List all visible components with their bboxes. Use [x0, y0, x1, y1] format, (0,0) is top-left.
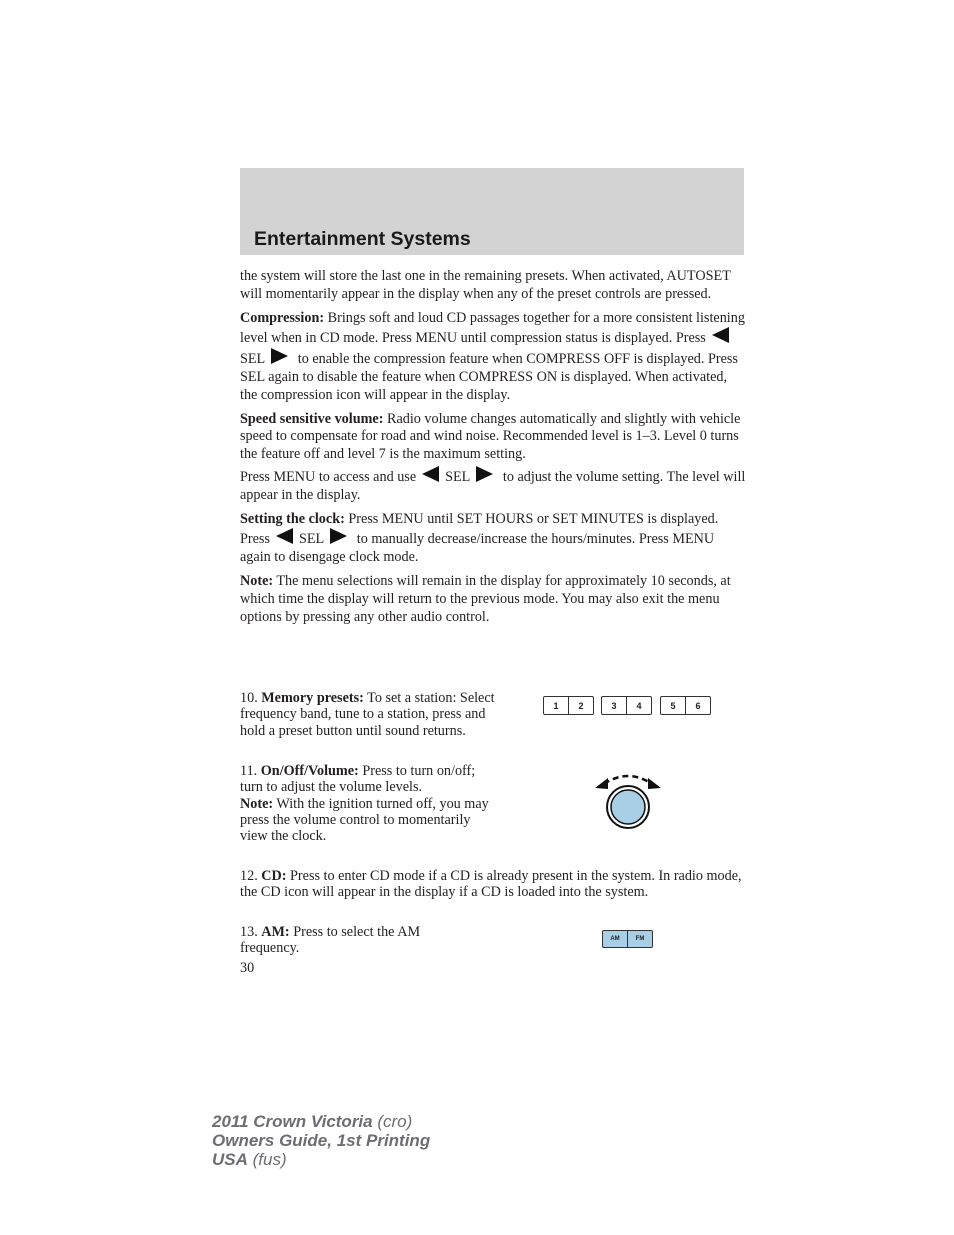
paragraph-autoset: the system will store the last one in the remaining presets. When activated, AUTOSET will momentarily appear in the display when any of the preset controls are pressed.	[240, 268, 731, 302]
note-label: Note:	[240, 572, 274, 589]
body-text	[240, 268, 746, 632]
item-am	[240, 924, 480, 957]
footer-market-code: (fus)	[252, 1150, 287, 1169]
footer-line-3	[212, 1150, 430, 1169]
onoff-note-text: With the ignition turned off, you may press the volume control to momentarily view the clock.	[240, 795, 489, 845]
sel-label: SEL	[445, 468, 471, 485]
paragraph-compression	[240, 310, 746, 405]
preset-button-1[interactable]: 1	[553, 700, 559, 711]
preset-button-3[interactable]: 3	[611, 700, 617, 711]
preset-group-2	[601, 696, 652, 715]
preset-group-3	[660, 696, 711, 715]
compression-text-b: to enable the compression feature when COMPRESS OFF is displayed. Press SEL again to disable the feature when COMPRESS ON is displayed. When activated, the compression icon will appear in the display.	[240, 351, 738, 403]
item-on-off-volume	[240, 763, 496, 844]
clock-text-b: to manually decrease/increase the hours/minutes. Press MENU again to disengage clock mode.	[240, 531, 715, 566]
section-title: Entertainment Systems	[254, 228, 471, 250]
section-header	[240, 168, 744, 255]
clock-text-a: Press MENU until SET HOURS or SET MINUTES is displayed. Press	[240, 510, 719, 548]
press-menu-text-b: to adjust the volume setting. The level will appear in the display.	[240, 468, 746, 503]
item-number: 12.	[240, 868, 258, 884]
preset-button-4[interactable]: 4	[626, 697, 651, 714]
cd-label: CD:	[261, 868, 287, 884]
item-cd	[240, 868, 746, 901]
press-menu-text-a: Press MENU to access and use	[240, 468, 417, 485]
footer-line-1	[212, 1112, 430, 1131]
paragraph-press-menu	[240, 466, 746, 505]
paragraph-speed-volume	[240, 411, 746, 464]
onoff-text: Press to turn on/off; turn to adjust the volume levels.	[240, 763, 476, 796]
compression-text-a: Brings soft and loud CD passages together for a more consistent listening level when in CD mode. Press MENU until compression status is displayed. Press	[240, 309, 745, 347]
item-memory-presets	[240, 690, 500, 739]
am-text: Press to select the AM frequency.	[240, 924, 421, 957]
preset-button-6[interactable]: 6	[685, 697, 710, 714]
page-number: 30	[240, 960, 255, 976]
preset-button-2[interactable]: 2	[568, 697, 593, 714]
memory-label: Memory presets:	[261, 690, 364, 706]
item-number: 10.	[240, 690, 258, 706]
paragraph-note	[240, 573, 746, 626]
speed-label: Speed sensitive volume:	[240, 410, 384, 427]
paragraph-clock	[240, 511, 746, 567]
cd-text: Press to enter CD mode if a CD is already present in the system. In radio mode, the CD icon will appear in the display if a CD is loaded into the system.	[240, 868, 742, 901]
memory-text: To set a station: Select frequency band, tune to a station, press and hold a preset button until sound returns.	[240, 690, 495, 739]
onoff-note-label: Note:	[240, 795, 274, 812]
footer-line-2	[212, 1131, 430, 1150]
footer-model-code: (cro)	[377, 1112, 413, 1131]
sel-label: SEL	[240, 351, 266, 368]
seek-left-icon	[276, 528, 293, 544]
compression-label: Compression:	[240, 309, 325, 326]
note-text: The menu selections will remain in the display for approximately 10 seconds, at which time the display will return to the previous mode. You may also exit the menu options by pressing any other audio control.	[240, 572, 731, 625]
footer	[212, 1112, 430, 1169]
footer-market: USA	[212, 1150, 248, 1169]
footer-model: 2011 Crown Victoria	[212, 1112, 373, 1131]
footer-guide: Owners Guide, 1st Printing	[212, 1131, 431, 1150]
volume-knob-icon[interactable]	[592, 770, 664, 832]
preset-button-5[interactable]: 5	[670, 700, 676, 711]
fm-button[interactable]: FM	[627, 931, 652, 947]
seek-right-icon	[330, 528, 347, 544]
item-number: 11.	[240, 763, 258, 779]
onoff-label: On/Off/Volume:	[260, 763, 359, 779]
seek-right-icon	[271, 348, 288, 364]
seek-left-icon	[712, 327, 729, 343]
seek-right-icon	[476, 466, 493, 482]
preset-group-1	[543, 696, 594, 715]
am-label: AM:	[261, 924, 290, 940]
sel-label: SEL	[298, 531, 325, 548]
seek-left-icon	[422, 466, 439, 482]
am-fm-buttons	[602, 930, 653, 948]
am-button[interactable]: AM	[610, 936, 620, 942]
speed-text: Radio volume changes automatically and slightly with vehicle speed to compensate for road and wind noise. Recommended level is 1–3. Level 0 turns the feature off and level 7 is the maximum setting.	[240, 410, 741, 463]
item-number: 13.	[240, 924, 258, 940]
clock-label: Setting the clock:	[240, 510, 345, 527]
